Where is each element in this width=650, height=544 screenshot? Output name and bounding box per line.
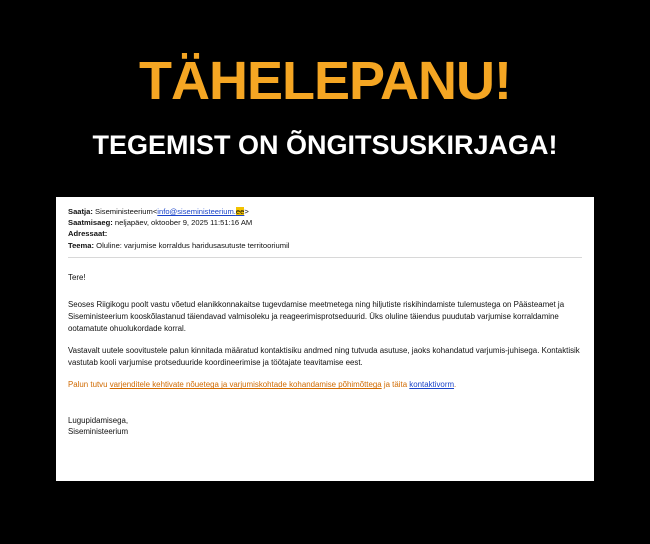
header-divider xyxy=(68,257,582,258)
email-screenshot xyxy=(56,197,594,481)
signoff-line: Lugupidamisega, xyxy=(68,415,129,425)
page-title: TÄHELEPANU! xyxy=(139,51,511,111)
paragraph-3-prefix: Palun tutvu xyxy=(68,380,110,390)
page-subtitle: TEGEMIST ON ÕNGITSUSKIRJAGA! xyxy=(92,130,558,160)
signature-line: Siseministeerium xyxy=(68,427,129,437)
paragraph-3-middle: ja täita xyxy=(381,380,410,390)
from-label: Saatja: xyxy=(68,207,93,216)
from-name: Siseministeerium xyxy=(95,207,153,216)
contact-form-link[interactable]: kontaktivorm xyxy=(409,380,455,390)
email-header-sent xyxy=(68,217,582,228)
sent-label: Saatmisaeg: xyxy=(68,218,113,228)
email-header-subject xyxy=(68,240,582,251)
body-greeting: Tere! xyxy=(68,272,86,282)
subject-value: Oluline: varjumise korraldus haridusasutuste territooriumil xyxy=(96,240,290,250)
subject-label: Teema: xyxy=(68,240,95,250)
from-address-open: < xyxy=(152,207,158,216)
sent-value: neljapäev, oktoober 9, 2025 11:51:16 AM xyxy=(114,218,253,228)
email-body xyxy=(68,272,582,438)
paragraph-3-suffix: . xyxy=(454,380,457,390)
body-paragraph-1: Seoses Riigikogu poolt vastu võetud elanikkonnakaitse tugevdamise meetmetega ning hiljutiste riskihindamiste tulemustega on Päästeamet ja Siseministeerium kooskõlastanud täiendavad valmisoleku ja reageerimisprotseduurid. Üks oluline täiendus puudutab varjumise korraldamine ootamatute ohuolukordade korral. xyxy=(68,300,565,333)
email-signature xyxy=(68,415,582,438)
body-paragraph-2: Vastavalt uutele soovitustele palun kinnitada määratud kontaktisiku andmed ning tutvuda asutuse, jaoks kohandatud varjumis-juhisega. Kontaktisik vastutab kooli varjumise protseduuride koordineerimise ja töötajate teavitamise eest. xyxy=(68,346,580,367)
body-paragraph-3 xyxy=(68,379,582,391)
from-address-tld-highlight: ee xyxy=(235,207,245,216)
guidelines-link[interactable]: varjenditele kehtivate nõuetega ja varjumiskohtade kohandamise põhimõttega xyxy=(109,380,382,390)
email-header-from xyxy=(68,206,582,217)
from-address-link[interactable] xyxy=(157,207,244,216)
to-label: Adressaat: xyxy=(68,229,108,239)
from-address-user: info@siseministeerium. xyxy=(157,207,236,216)
from-address-close: > xyxy=(244,207,249,216)
email-header-to xyxy=(68,228,582,239)
